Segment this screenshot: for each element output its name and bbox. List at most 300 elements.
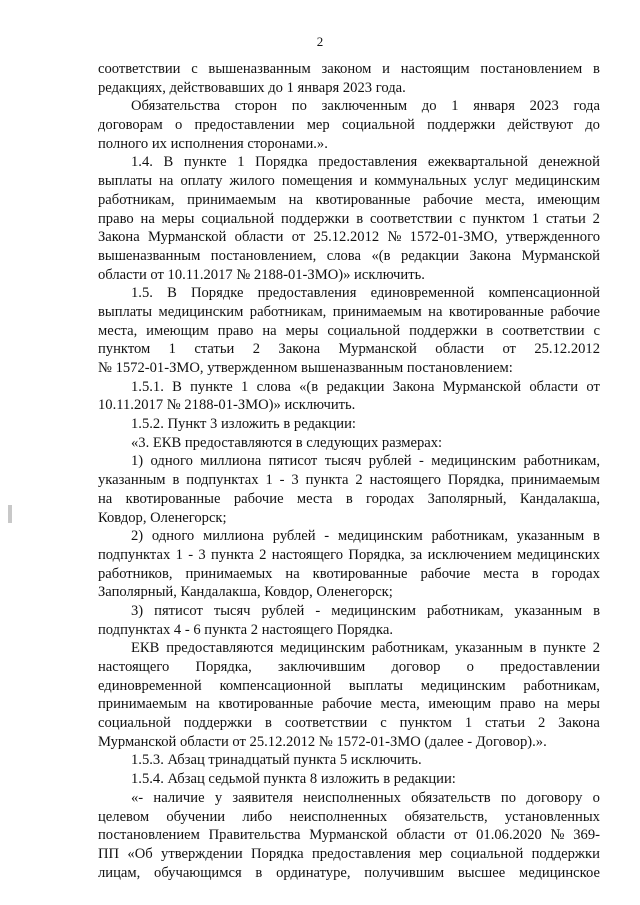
word: постановлением, <box>210 247 317 264</box>
document-line: подпунктах 4 - 6 пункта 2 настоящего Порядка. <box>98 621 393 638</box>
word: договор <box>391 659 441 675</box>
word: меры <box>285 322 319 339</box>
word: 2 <box>252 341 261 358</box>
document-line <box>98 677 600 696</box>
word: 1 <box>265 472 273 489</box>
word: поддержки <box>281 210 350 227</box>
word: ежеквартальной <box>427 154 529 171</box>
word: 1572-01-ЗМО, <box>409 229 498 246</box>
word: квотированные <box>315 191 411 208</box>
word: пункта <box>210 546 254 563</box>
word: обучении <box>166 808 226 825</box>
document-line <box>98 527 600 546</box>
word: места, <box>485 191 525 208</box>
word: обязательств, <box>404 808 488 825</box>
word: меры <box>567 696 600 713</box>
word: 3) <box>131 602 144 619</box>
word: медицинским <box>331 602 417 619</box>
word: области <box>234 229 284 246</box>
word: предоставлении <box>194 117 295 134</box>
word: соответствии <box>369 210 453 227</box>
document-line <box>98 546 600 565</box>
word: указанным <box>98 472 166 489</box>
word: - <box>419 453 424 470</box>
word: Порядка <box>255 154 308 171</box>
word: с <box>593 322 600 339</box>
word: места, <box>380 696 420 713</box>
word: постановлением <box>480 61 583 77</box>
document-line <box>98 322 600 341</box>
word: Мурманской <box>521 247 600 264</box>
word: поддержки <box>183 715 253 732</box>
word: медицинским <box>280 640 365 657</box>
word: пункте <box>183 154 227 171</box>
word: области <box>396 827 446 844</box>
word: социальной <box>341 117 415 134</box>
word: имеющим <box>428 696 492 713</box>
word: право <box>217 322 254 339</box>
word: 3 <box>291 472 299 489</box>
word: обязательств <box>411 789 491 806</box>
word: В <box>163 154 174 171</box>
word: исключением <box>427 546 512 563</box>
word: социальной <box>327 322 401 339</box>
word: постановлением <box>98 827 200 844</box>
word: до <box>421 98 437 115</box>
word: о <box>175 117 183 134</box>
word: места <box>296 490 333 507</box>
word: вышеназванным <box>98 247 201 264</box>
word: работникам, <box>371 640 449 657</box>
word: - <box>279 472 285 489</box>
word: на <box>262 322 277 339</box>
word: В <box>172 378 182 395</box>
word: слова <box>256 378 291 395</box>
word: мер <box>306 117 330 134</box>
word: квотированные <box>218 696 314 713</box>
word: сторон <box>234 98 278 115</box>
document-line <box>98 378 600 397</box>
word: Обязательства <box>131 98 221 115</box>
document-line <box>98 452 600 471</box>
word: социальной <box>98 715 171 732</box>
word: Заполярный, <box>427 490 507 507</box>
word: 1 <box>464 715 473 732</box>
word: 1 <box>241 378 249 395</box>
word: по <box>500 789 516 806</box>
word: работникам, <box>427 602 504 619</box>
word: за <box>410 546 423 563</box>
word: тысяч <box>213 602 251 619</box>
word: социальной <box>201 210 275 227</box>
word: заключенным <box>321 98 408 115</box>
word: Кандалакша, <box>519 490 600 507</box>
word: действуют <box>507 117 573 134</box>
document-line: Мурманской области от 25.12.2012 № 1572-01-ЗМО (далее - Договор).». <box>98 733 547 750</box>
scan-artifact-mark <box>8 505 12 523</box>
word: 01.06.2020 <box>476 827 542 844</box>
word: на <box>428 303 443 320</box>
document-line <box>98 340 600 359</box>
word: лицам, <box>98 864 141 881</box>
word: настоящего <box>369 472 441 489</box>
word: в <box>265 715 272 732</box>
word: 1.4. <box>131 154 153 171</box>
word: с <box>380 715 387 732</box>
word: с <box>191 61 198 77</box>
word: рабочие <box>420 565 471 582</box>
word: редакции <box>400 247 459 264</box>
word: на <box>159 173 174 190</box>
document-line <box>98 303 600 322</box>
word: право <box>499 696 536 713</box>
word: предоставлении <box>500 659 600 675</box>
word: квотированные <box>312 565 408 582</box>
word: 1.5.1. <box>131 378 164 395</box>
word: от <box>586 378 600 395</box>
word: Правительства <box>208 827 301 844</box>
document-line: «3. ЕКВ предоставляются в следующих размерах: <box>131 434 443 451</box>
word: в <box>593 602 600 619</box>
word: рабочие <box>233 490 284 507</box>
word: неисполненных <box>289 808 388 825</box>
word: о <box>466 659 474 675</box>
word: на <box>285 565 300 582</box>
word: предоставления <box>318 154 418 171</box>
word: в <box>486 322 494 339</box>
document-line <box>98 471 600 490</box>
word: в <box>529 640 537 657</box>
word: пунктом <box>399 715 452 732</box>
word: утвержденного <box>505 229 600 246</box>
document-line <box>98 826 600 845</box>
document-line <box>98 789 600 808</box>
word: медицинским <box>515 173 600 190</box>
word: - <box>315 602 321 619</box>
word: денежной <box>538 154 600 171</box>
word: 2023 <box>529 98 559 115</box>
word: Закона <box>392 378 435 395</box>
word: статьи <box>485 715 526 732</box>
word: Закона <box>558 715 600 732</box>
word: выплаты <box>98 173 153 190</box>
word: Закона <box>98 229 140 246</box>
word: «(в <box>371 247 391 264</box>
page-number: 2 <box>316 34 324 49</box>
word: имеющим <box>146 322 209 339</box>
document-line <box>98 639 600 658</box>
word: и <box>359 173 368 190</box>
word: работникам, <box>98 191 175 208</box>
word: 25.12.2012 <box>313 229 380 246</box>
word: «(в <box>299 378 319 395</box>
word: поддержки <box>531 845 600 862</box>
word: 1) <box>131 453 144 470</box>
word: ПП <box>98 845 120 862</box>
word: жилого <box>229 173 275 190</box>
word: 2) <box>131 528 144 545</box>
word: высшее <box>457 864 506 881</box>
word: Порядка, <box>447 472 505 489</box>
word: принимаемым <box>187 191 277 208</box>
word: на <box>288 191 303 208</box>
document-line <box>98 864 600 883</box>
document-line <box>98 808 600 827</box>
word: у <box>214 789 223 806</box>
word: подпунктах <box>186 472 259 489</box>
document-line <box>98 658 600 677</box>
word: подпунктах <box>98 546 171 563</box>
word: места, <box>98 322 138 339</box>
word: 3 <box>198 546 206 563</box>
word: о <box>592 789 600 806</box>
word: 2 <box>259 546 267 563</box>
word: и <box>382 61 390 77</box>
word: в <box>172 472 180 489</box>
word: миллиона <box>200 453 262 470</box>
document-line <box>98 172 600 191</box>
word: ординатуре, <box>276 864 351 881</box>
word: Мурманской <box>309 827 388 844</box>
word: работникам, <box>249 303 327 320</box>
word: компенсационной <box>488 285 600 302</box>
word: городах <box>551 565 600 582</box>
word: 1 <box>451 98 459 115</box>
word: договорам <box>98 117 163 134</box>
word: статьи <box>545 210 586 227</box>
word: тысяч <box>324 453 362 470</box>
word: слова <box>326 247 361 264</box>
word: квотированные <box>448 303 544 320</box>
word: «Об <box>127 845 153 862</box>
word: в <box>593 528 600 545</box>
word: рублей <box>272 528 316 545</box>
word: работников, <box>98 565 173 582</box>
word: социальной <box>450 845 524 862</box>
word: услуг <box>473 173 509 190</box>
document-line: области от 10.11.2017 № 2188-01-ЗМО)» исключить. <box>98 266 425 283</box>
word: предоставления <box>257 285 357 302</box>
word: принимаемых <box>185 565 273 582</box>
word: медицинским <box>431 453 517 470</box>
word: 1 <box>237 154 245 171</box>
word: с <box>459 210 466 227</box>
document-line: 1.5.2. Пункт 3 изложить в редакции: <box>131 416 356 433</box>
document-line <box>98 695 600 714</box>
word: выплаты <box>348 677 403 694</box>
word: меры <box>161 210 195 227</box>
document-line: 10.11.2017 № 2188-01-ЗМО)» исключить. <box>98 397 356 414</box>
word: Порядке <box>190 285 244 302</box>
word: работникам, <box>523 677 600 694</box>
word: Мурманской <box>338 341 417 358</box>
word: редакции <box>326 378 385 395</box>
word: Закона <box>469 247 512 264</box>
word: - <box>324 528 330 545</box>
word: принимаемым <box>511 472 600 489</box>
word: соответствии <box>98 61 181 77</box>
word: поддержки <box>427 117 496 134</box>
document-line <box>98 490 600 509</box>
word: настоящего <box>98 659 170 675</box>
word: на <box>195 696 210 713</box>
word: области <box>435 341 485 358</box>
word: работникам, <box>523 453 600 470</box>
word: Мурманской <box>148 229 227 246</box>
word: рабочие <box>322 696 372 713</box>
word: оплату <box>180 173 223 190</box>
document-line <box>98 284 600 303</box>
word: единовременной <box>98 677 202 694</box>
word: заключившим <box>277 659 366 675</box>
word: по <box>291 98 307 115</box>
word: пункта <box>305 472 349 489</box>
word: 2 <box>592 640 600 657</box>
word: в <box>593 61 600 77</box>
word: квотированные <box>125 490 221 507</box>
word: 1 <box>531 210 539 227</box>
word: в <box>356 210 364 227</box>
word: медицинским <box>337 528 423 545</box>
word: 2 <box>592 210 600 227</box>
word: рублей <box>368 453 412 470</box>
word: настоящего <box>271 546 344 563</box>
document-line: Заполярный, Кандалакша, Ковдор, Оленегорск; <box>98 584 393 601</box>
word: от <box>502 341 516 358</box>
word: пунктом <box>98 341 151 358</box>
word: предоставления <box>311 845 411 862</box>
word: Мурманской <box>442 378 522 395</box>
document-line <box>98 60 600 79</box>
word: вышеназванным <box>208 61 311 77</box>
word: получившим <box>364 864 445 881</box>
word: выплаты <box>98 303 153 320</box>
document-line: полного их исполнения сторонами.». <box>98 135 328 152</box>
word: в <box>531 565 539 582</box>
word: 369- <box>573 827 600 844</box>
word: пункте <box>190 378 233 395</box>
document-line: 1.5.4. Абзац седьмой пункта 8 изложить в редакции: <box>131 771 456 788</box>
word: Порядка, <box>195 659 252 675</box>
document-line: редакциях, действовавших до 1 января 2023 года. <box>98 79 406 96</box>
word: 2 <box>355 472 363 489</box>
word: миллиона <box>202 528 264 545</box>
word: указанным <box>514 602 583 619</box>
word: на <box>140 210 155 227</box>
word: медицинских <box>517 546 600 563</box>
word: право <box>98 210 134 227</box>
word: 25.12.2012 <box>534 341 600 358</box>
document-line <box>98 210 600 229</box>
word: января <box>473 98 515 115</box>
word: пятисот <box>154 602 203 619</box>
word: предоставляются <box>166 640 274 657</box>
word: места <box>483 565 519 582</box>
word: пятисот <box>268 453 318 470</box>
document-line <box>98 247 600 266</box>
word: одного <box>150 453 193 470</box>
word: обучающимся <box>154 864 242 881</box>
document-line <box>98 565 600 584</box>
document-line <box>98 153 600 172</box>
word: компенсационной <box>219 677 332 694</box>
word: договору <box>526 789 583 806</box>
document-line <box>98 228 600 247</box>
document-line <box>98 845 600 864</box>
word: Порядка <box>251 845 304 862</box>
word: установленных <box>504 808 600 825</box>
word: - <box>188 546 194 563</box>
word: ЕКВ <box>131 640 160 657</box>
document-line <box>98 602 600 621</box>
word: коммунальных <box>374 173 467 190</box>
document-line: № 1572-01-ЗМО, утвержденном вышеназванным постановлением: <box>98 360 513 376</box>
word: принимаемым <box>332 303 422 320</box>
word: неисполненных <box>303 789 401 806</box>
word: в <box>345 490 353 507</box>
word: городах <box>366 490 415 507</box>
word: статьи <box>194 341 235 358</box>
word: года <box>573 98 600 115</box>
word: утверждении <box>161 845 243 862</box>
word: 1 <box>175 546 183 563</box>
word: «- <box>131 789 144 806</box>
word: Порядка, <box>348 546 405 563</box>
word: медицинским <box>420 677 506 694</box>
word: имеющим <box>537 191 600 208</box>
word: в <box>255 864 263 881</box>
word: пункте <box>543 640 586 657</box>
word: № <box>387 229 402 246</box>
document-line <box>98 191 600 210</box>
word: Закона <box>278 341 321 358</box>
word: принимаемым <box>98 696 187 713</box>
word: 1.5. <box>131 285 153 302</box>
document-line <box>98 714 600 733</box>
word: соответствии <box>284 715 368 732</box>
word: целевом <box>98 808 150 825</box>
document-line <box>98 97 600 116</box>
document-body <box>98 60 600 882</box>
word: на <box>544 696 559 713</box>
word: соответствии <box>502 322 585 339</box>
word: заявителя <box>232 789 293 806</box>
word: 1 <box>168 341 176 358</box>
word: наличие <box>153 789 205 806</box>
word: рабочие <box>423 191 473 208</box>
word: до <box>585 117 600 134</box>
word: мер <box>419 845 443 862</box>
word: одного <box>151 528 195 545</box>
word: 2 <box>537 715 546 732</box>
word: либо <box>242 808 273 825</box>
word: единовременной <box>370 285 475 302</box>
word: от <box>291 229 306 246</box>
word: законом <box>321 61 372 77</box>
document-line <box>98 116 600 135</box>
word: настоящим <box>400 61 470 77</box>
word: поддержки <box>409 322 478 339</box>
word: указанным <box>516 528 585 545</box>
word: от <box>453 827 468 844</box>
word: В <box>167 285 177 302</box>
word: помещения <box>281 173 353 190</box>
word: медицинским <box>158 303 244 320</box>
word: пунктом <box>472 210 525 227</box>
word: области <box>529 378 579 395</box>
document-line: 1.5.3. Абзац тринадцатый пункта 5 исключить. <box>131 752 422 769</box>
word: указанным <box>455 640 523 657</box>
